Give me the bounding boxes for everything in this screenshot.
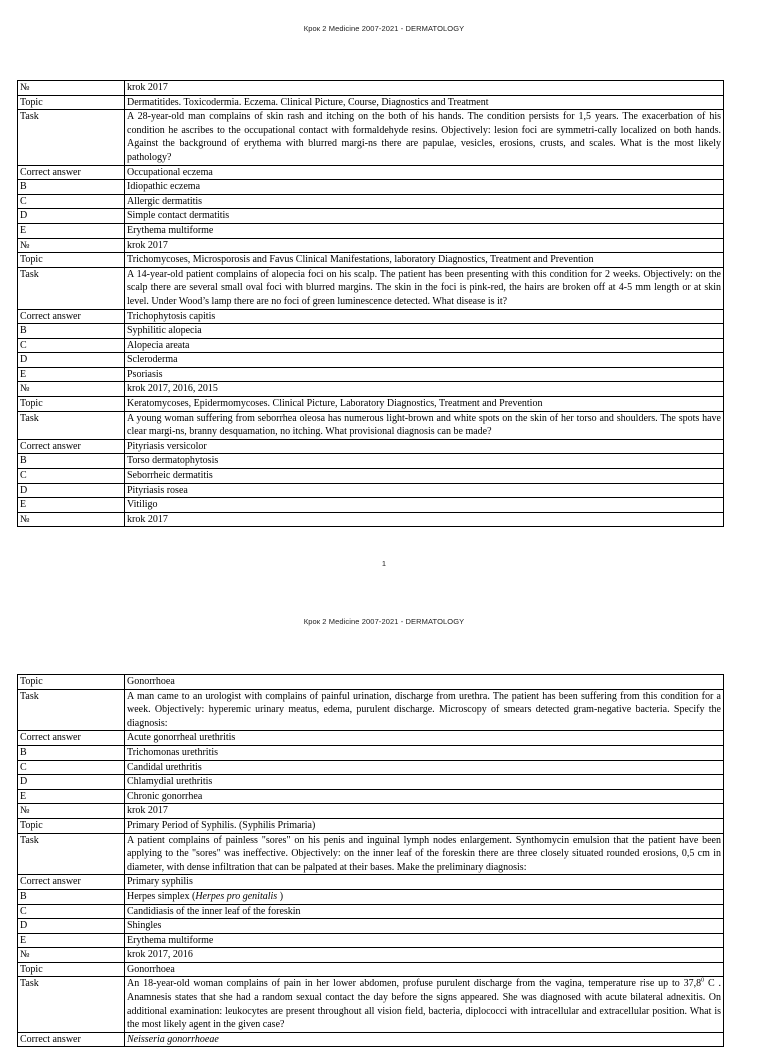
row-label: E bbox=[18, 223, 125, 238]
row-value: Pityriasis versicolor bbox=[125, 439, 724, 454]
row-value: Trichophytosis capitis bbox=[125, 309, 724, 324]
row-value: Chronic gonorrhea bbox=[125, 789, 724, 804]
table-row bbox=[18, 309, 724, 324]
row-label: D bbox=[18, 209, 125, 224]
row-value: Candidal urethritis bbox=[125, 760, 724, 775]
row-label: C bbox=[18, 338, 125, 353]
row-label: Topic bbox=[18, 95, 125, 110]
page-header-2: Крок 2 Medicine 2007-2021 - DERMATOLOGY bbox=[303, 617, 465, 626]
row-value: Erythema multiforme bbox=[125, 933, 724, 948]
question-table-page-2 bbox=[17, 674, 724, 1047]
table-row bbox=[18, 498, 724, 513]
row-value: Gonorrhoea bbox=[125, 962, 724, 977]
row-value: Idiopathic eczema bbox=[125, 180, 724, 195]
row-value: krok 2017, 2016, 2015 bbox=[125, 382, 724, 397]
table-row bbox=[18, 889, 724, 904]
row-value: Primary Period of Syphilis. (Syphilis Primaria) bbox=[125, 818, 724, 833]
row-value bbox=[125, 1032, 724, 1047]
row-value: Shingles bbox=[125, 919, 724, 934]
row-label: D bbox=[18, 483, 125, 498]
table-row bbox=[18, 110, 724, 165]
row-label: Task bbox=[18, 977, 125, 1032]
row-label: № bbox=[18, 512, 125, 527]
row-value: Keratomycoses, Epidermomycoses. Clinical Picture, Laboratory Diagnostics, Treatment and Prevention bbox=[125, 397, 724, 412]
row-label: B bbox=[18, 324, 125, 339]
italic-text: Neisseria gonorrhoeae bbox=[127, 1033, 219, 1045]
table-row bbox=[18, 483, 724, 498]
table-row bbox=[18, 223, 724, 238]
row-value: A 28-year-old man complains of skin rash and itching on the both of his hands. The condition persists for 1,5 years. The exacerbation of his condition he ascribes to the occupational contact with formaldehyde resins. Objectively: lesion foci are symmetri-cally localized on both hands. Against the background of erythema with blurred margi-ns there are papulae, vesicles, erosions, crusts, and scales. What is the most likely pathology? bbox=[125, 110, 724, 165]
row-label: E bbox=[18, 933, 125, 948]
row-label: № bbox=[18, 948, 125, 963]
page-header-1: Крок 2 Medicine 2007-2021 - DERMATOLOGY bbox=[303, 24, 465, 33]
table-row bbox=[18, 675, 724, 690]
row-label: B bbox=[18, 180, 125, 195]
row-value: Chlamydial urethritis bbox=[125, 775, 724, 790]
table-row bbox=[18, 469, 724, 484]
table-row bbox=[18, 919, 724, 934]
table-row bbox=[18, 397, 724, 412]
row-value: Erythema multiforme bbox=[125, 223, 724, 238]
table-row bbox=[18, 977, 724, 1032]
row-label: Task bbox=[18, 411, 125, 439]
row-value: krok 2017, 2016 bbox=[125, 948, 724, 963]
row-value: A patient complains of painless "sores" on his penis and inguinal lymph nodes enlargement. Synthomycin emulsion that the patient have been applying to the "sores" was ineffective. Objectively: on the inner leaf of the foreskin there are three closely situated rounded erosions, 0,5 cm in diameter, with dense infiltration that can be palpated at their bases. Make the preliminary diagnosis: bbox=[125, 833, 724, 875]
value-text: Herpes simplex ( bbox=[127, 890, 196, 902]
table-row bbox=[18, 382, 724, 397]
value-text-after: C . Anamnesis states that she had a random sexual contact the day before the signs appeared. She was diagnosed with acute bilateral adnexitis. On additional examination: leukocytes are present throughout all vision field, bacteria, diplococci with intracellular and extracellular position. What is the most likely agent in the given case? bbox=[127, 978, 722, 1031]
table-row bbox=[18, 253, 724, 268]
table-row bbox=[18, 95, 724, 110]
table-row bbox=[18, 818, 724, 833]
row-value: Simple contact dermatitis bbox=[125, 209, 724, 224]
table-row bbox=[18, 439, 724, 454]
row-value: Psoriasis bbox=[125, 367, 724, 382]
row-label: Task bbox=[18, 689, 125, 731]
page-number: 1 bbox=[381, 559, 387, 568]
row-value: Scleroderma bbox=[125, 353, 724, 368]
table-row bbox=[18, 81, 724, 96]
table-row bbox=[18, 933, 724, 948]
table-row bbox=[18, 338, 724, 353]
row-value: A 14-year-old patient complains of alopecia foci on his scalp. The patient has been presenting with this condition for 2 weeks. Objectively: on the scalp there are several small oval foci with blurred margins. The skin in the foci is pink-red, the hairs are broken off at 4-5 mm length or at skin level. Under Wood’s lamp there are no foci of green luminescence detected. What disease is it? bbox=[125, 267, 724, 309]
table-row bbox=[18, 209, 724, 224]
row-label: B bbox=[18, 889, 125, 904]
row-label: Correct answer bbox=[18, 165, 125, 180]
row-label: E bbox=[18, 367, 125, 382]
row-value: Allergic dermatitis bbox=[125, 194, 724, 209]
table-row bbox=[18, 948, 724, 963]
row-label: B bbox=[18, 454, 125, 469]
row-label: Task bbox=[18, 267, 125, 309]
row-value: Pityriasis rosea bbox=[125, 483, 724, 498]
row-label: Topic bbox=[18, 962, 125, 977]
table-row bbox=[18, 804, 724, 819]
row-value: krok 2017 bbox=[125, 238, 724, 253]
row-value: Occupational eczema bbox=[125, 165, 724, 180]
row-label: C bbox=[18, 760, 125, 775]
table-row bbox=[18, 789, 724, 804]
row-value: Candidiasis of the inner leaf of the foreskin bbox=[125, 904, 724, 919]
row-value: Gonorrhoea bbox=[125, 675, 724, 690]
row-value: Syphilitic alopecia bbox=[125, 324, 724, 339]
row-value: A young woman suffering from seborrhea oleosa has numerous light-brown and white spots on the skin of her torso and shoulders. The spots have clear margi-ns, branny desquamation, no itching. What provisional diagnosis can be made? bbox=[125, 411, 724, 439]
table-row bbox=[18, 962, 724, 977]
row-label: D bbox=[18, 775, 125, 790]
row-value: krok 2017 bbox=[125, 512, 724, 527]
table-row bbox=[18, 367, 724, 382]
row-label: C bbox=[18, 194, 125, 209]
table-row bbox=[18, 324, 724, 339]
table-row bbox=[18, 353, 724, 368]
row-label: Topic bbox=[18, 675, 125, 690]
superscript-degree: 0 bbox=[701, 978, 705, 985]
row-value: A man came to an urologist with complains of painful urination, discharge from urethra. The patient has been suffering from this condition for a week. Objectively: hyperemic urinary meatus, edema, purulent discharge. Microscopy of smears detected gram-negative bacteria. Specify the diagnosis: bbox=[125, 689, 724, 731]
value-text: An 18-year-old woman complains of pain in her lower abdomen, profuse purulent discharge from the vagina, temperature rise up to 37,8 bbox=[127, 978, 702, 990]
row-label: B bbox=[18, 745, 125, 760]
row-label: № bbox=[18, 804, 125, 819]
row-label: C bbox=[18, 904, 125, 919]
row-value: Dermatitides. Toxicodermia. Eczema. Clinical Picture, Course, Diagnostics and Treatment bbox=[125, 95, 724, 110]
row-label: D bbox=[18, 919, 125, 934]
row-value: Torso dermatophytosis bbox=[125, 454, 724, 469]
row-label: Task bbox=[18, 833, 125, 875]
row-value: Seborrheic dermatitis bbox=[125, 469, 724, 484]
table-row bbox=[18, 745, 724, 760]
row-value: Acute gonorrheal urethritis bbox=[125, 731, 724, 746]
table-row bbox=[18, 411, 724, 439]
row-label: Topic bbox=[18, 397, 125, 412]
row-value bbox=[125, 889, 724, 904]
row-label: № bbox=[18, 382, 125, 397]
table-row bbox=[18, 689, 724, 731]
row-value: Vitiligo bbox=[125, 498, 724, 513]
table-row bbox=[18, 454, 724, 469]
table-row bbox=[18, 833, 724, 875]
row-value: krok 2017 bbox=[125, 81, 724, 96]
row-label: Correct answer bbox=[18, 439, 125, 454]
table-row bbox=[18, 731, 724, 746]
table-row bbox=[18, 180, 724, 195]
row-value: Primary syphilis bbox=[125, 875, 724, 890]
table-row bbox=[18, 875, 724, 890]
italic-text: Herpes pro genitalis bbox=[195, 890, 278, 902]
row-label: Task bbox=[18, 110, 125, 165]
table-row bbox=[18, 194, 724, 209]
row-label: Topic bbox=[18, 818, 125, 833]
row-label: D bbox=[18, 353, 125, 368]
value-text-after: ) bbox=[277, 890, 284, 902]
row-value: Trichomycoses, Microsporosis and Favus Clinical Manifestations, laboratory Diagnostics, Treatment and Prevention bbox=[125, 253, 724, 268]
row-value: Trichomonas urethritis bbox=[125, 745, 724, 760]
row-value bbox=[125, 977, 724, 1032]
row-label: C bbox=[18, 469, 125, 484]
row-label: Correct answer bbox=[18, 309, 125, 324]
table-row bbox=[18, 760, 724, 775]
row-label: E bbox=[18, 789, 125, 804]
table-row bbox=[18, 512, 724, 527]
row-label: Topic bbox=[18, 253, 125, 268]
table-row bbox=[18, 904, 724, 919]
row-value: Alopecia areata bbox=[125, 338, 724, 353]
row-label: № bbox=[18, 238, 125, 253]
question-table-page-1 bbox=[17, 80, 724, 527]
row-label: Correct answer bbox=[18, 1032, 125, 1047]
table-row bbox=[18, 165, 724, 180]
row-label: E bbox=[18, 498, 125, 513]
row-label: Correct answer bbox=[18, 875, 125, 890]
row-label: Correct answer bbox=[18, 731, 125, 746]
row-label: № bbox=[18, 81, 125, 96]
row-value: krok 2017 bbox=[125, 804, 724, 819]
table-row bbox=[18, 775, 724, 790]
table-row bbox=[18, 238, 724, 253]
table-row bbox=[18, 1032, 724, 1047]
table-row bbox=[18, 267, 724, 309]
